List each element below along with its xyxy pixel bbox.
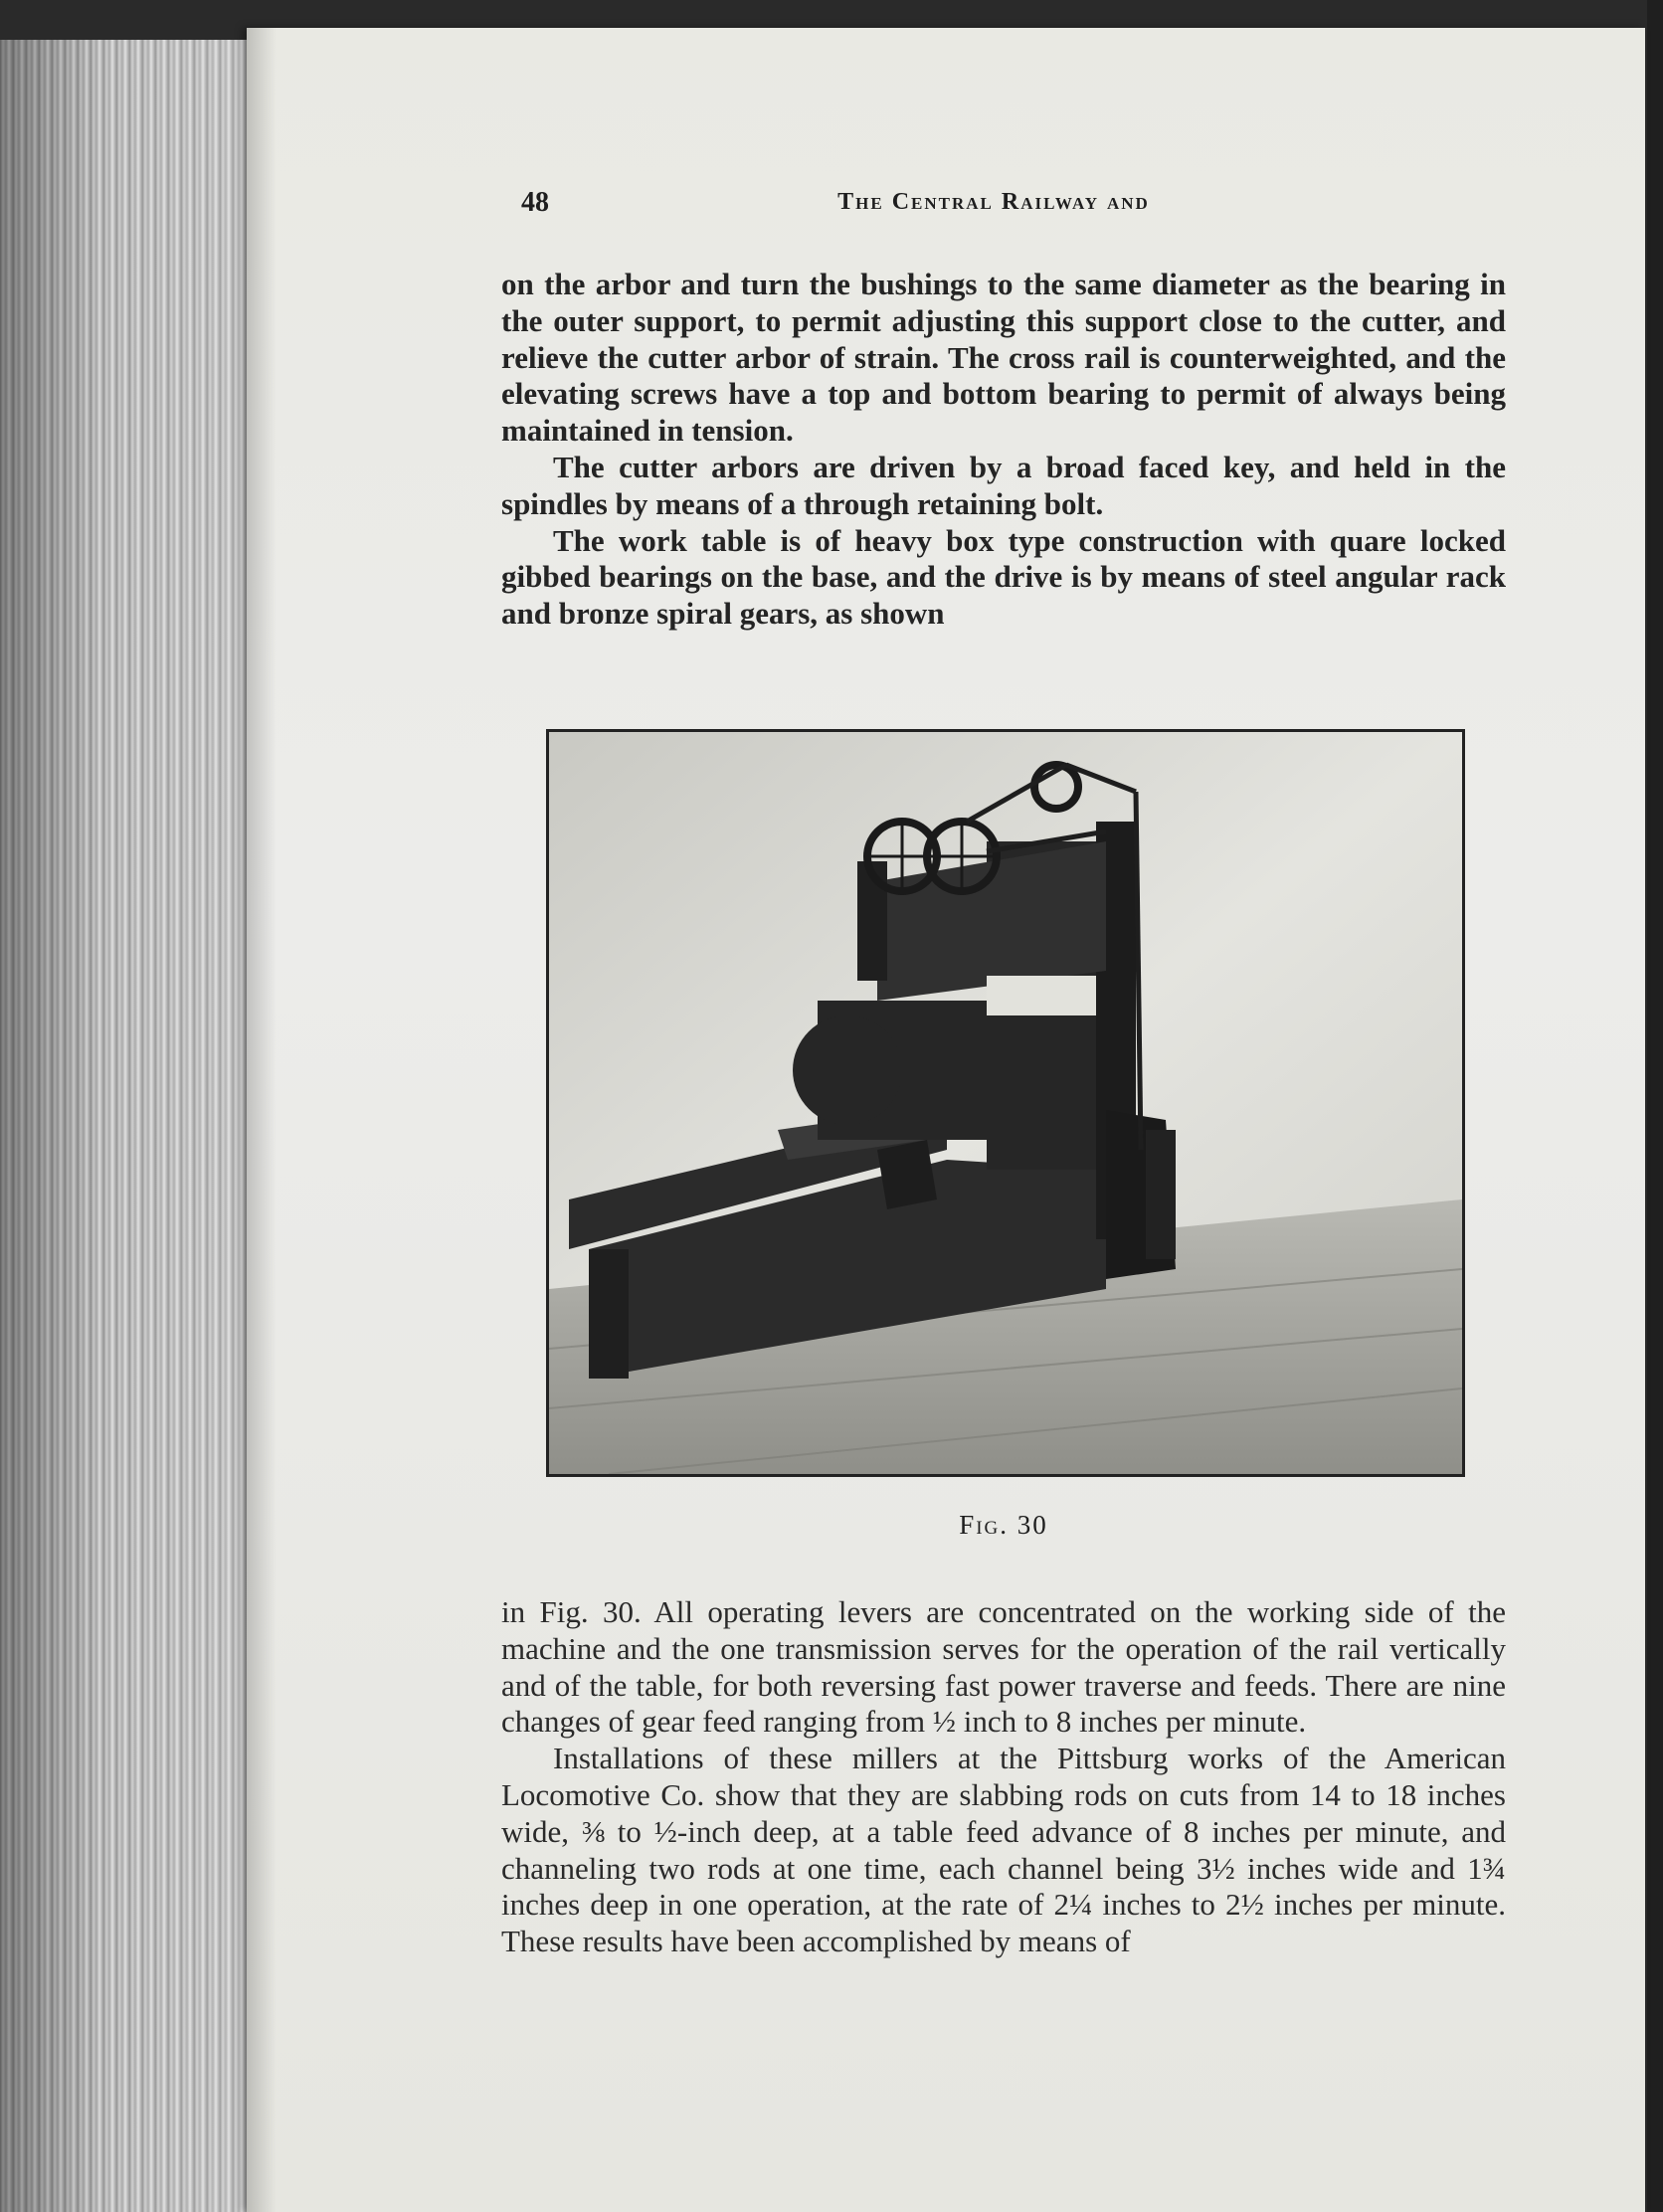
paragraph: in Fig. 30. All operating levers are concentrated on the working side of the machine and the one transmission serves for the operation of the rail vertically and of the table, for both reversing fast power traverse and feeds. There are nine changes of gear feed ranging from ½ inch to 8 inches per minute. bbox=[501, 1594, 1506, 1740]
paragraph: Installations of these millers at the Pittsburg works of the American Locomotive Co. show that they are slabbing rods on cuts from 14 to 18 inches wide, ⅜ to ½-inch deep, at a table feed advance of 8 inches per minute, and channeling two rods at one time, each channel being 3½ inches wide and 1¾ inches deep in one operation, at the rate of 2¼ inches to 2½ inches per minute. These results have been accomplished by means of bbox=[501, 1741, 1506, 1959]
page-header bbox=[521, 187, 1466, 231]
book-page-edges bbox=[0, 40, 261, 2212]
paragraph: The work table is of heavy box type construction with quare locked gibbed bearings on the base, and the drive is by means of steel angular rack and bronze spiral gears, as shown bbox=[501, 522, 1506, 632]
figure-caption: Fig. 30 bbox=[959, 1510, 1048, 1540]
paragraph: on the arbor and turn the bushings to the same diameter as the bearing in the outer support, to permit adjusting this support close to the cutter, and relieve the cutter arbor of strain. The cross rail is counterweighted, and the elevating screws have a top and bottom bearing to permit of always being maintained in tension. bbox=[501, 267, 1506, 449]
book-gutter-shadow bbox=[1647, 0, 1663, 2212]
book-page bbox=[247, 28, 1645, 2212]
page-number: 48 bbox=[521, 187, 549, 218]
paragraph: The cutter arbors are driven by a broad faced key, and held in the spindles by means of a through retaining bolt. bbox=[501, 449, 1506, 521]
bottom-text-block bbox=[501, 1594, 1506, 1960]
figure-30-photo bbox=[546, 729, 1465, 1477]
milling-machine-illustration bbox=[549, 732, 1462, 1474]
top-text-block bbox=[501, 267, 1506, 633]
running-head: The Central Railway and bbox=[837, 189, 1150, 215]
